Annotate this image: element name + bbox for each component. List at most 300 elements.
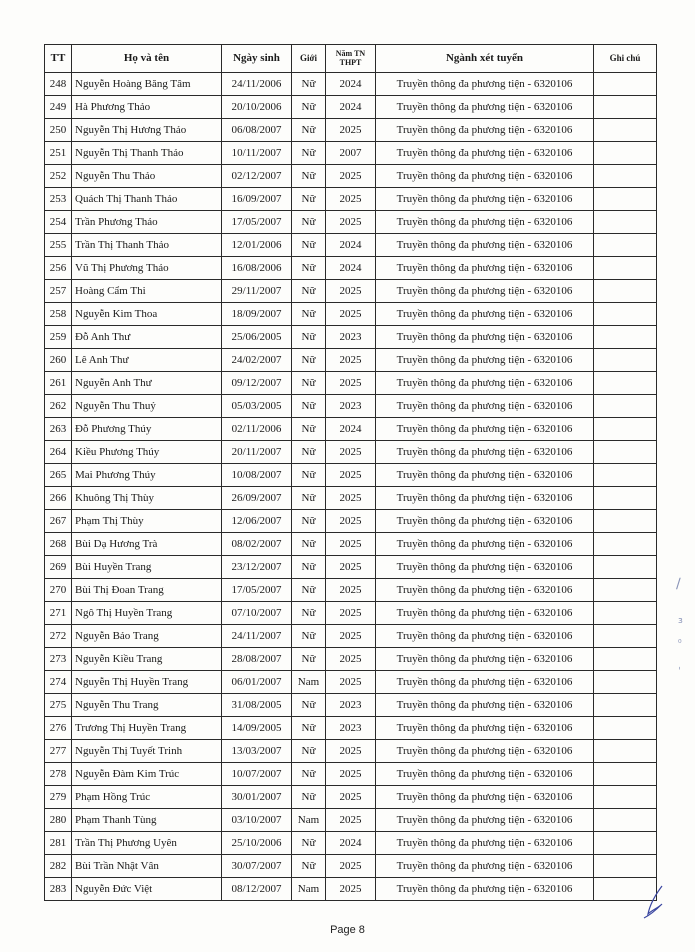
table-row [45, 142, 657, 165]
cell-dob: 03/10/2007 [222, 809, 292, 832]
cell-gender: Nữ [292, 441, 326, 464]
cell-note [594, 533, 657, 556]
cell-tt: 271 [45, 602, 72, 625]
cell-major: Truyền thông đa phương tiện - 6320106 [376, 625, 594, 648]
cell-dob: 30/07/2007 [222, 855, 292, 878]
cell-name: Nguyễn Đàm Kim Trúc [72, 763, 222, 786]
cell-major: Truyền thông đa phương tiện - 6320106 [376, 533, 594, 556]
cell-major: Truyền thông đa phương tiện - 6320106 [376, 165, 594, 188]
cell-name: Kiều Phương Thúy [72, 441, 222, 464]
cell-note [594, 694, 657, 717]
cell-grad-year: 2025 [326, 280, 376, 303]
cell-note [594, 671, 657, 694]
cell-dob: 13/03/2007 [222, 740, 292, 763]
cell-name: Trần Phương Thảo [72, 211, 222, 234]
cell-dob: 05/03/2005 [222, 395, 292, 418]
cell-note [594, 234, 657, 257]
table-body [45, 73, 657, 901]
header-grad-year: Năm TN THPT [326, 45, 376, 73]
table-header [45, 45, 657, 73]
cell-major: Truyền thông đa phương tiện - 6320106 [376, 763, 594, 786]
cell-gender: Nữ [292, 717, 326, 740]
cell-dob: 08/12/2007 [222, 878, 292, 901]
cell-grad-year: 2025 [326, 556, 376, 579]
margin-pen-mark: ₀ [678, 636, 682, 646]
table-row [45, 96, 657, 119]
cell-name: Nguyễn Thị Thanh Thảo [72, 142, 222, 165]
table-row [45, 326, 657, 349]
cell-tt: 251 [45, 142, 72, 165]
cell-grad-year: 2023 [326, 717, 376, 740]
table-row [45, 372, 657, 395]
cell-name: Đỗ Phương Thúy [72, 418, 222, 441]
table-row [45, 786, 657, 809]
cell-name: Nguyễn Thị Tuyết Trinh [72, 740, 222, 763]
cell-gender: Nam [292, 878, 326, 901]
cell-name: Phạm Thị Thùy [72, 510, 222, 533]
table-row [45, 556, 657, 579]
cell-tt: 250 [45, 119, 72, 142]
cell-note [594, 763, 657, 786]
cell-tt: 260 [45, 349, 72, 372]
cell-tt: 278 [45, 763, 72, 786]
cell-dob: 17/05/2007 [222, 211, 292, 234]
cell-tt: 254 [45, 211, 72, 234]
cell-major: Truyền thông đa phương tiện - 6320106 [376, 694, 594, 717]
cell-gender: Nữ [292, 257, 326, 280]
cell-gender: Nữ [292, 418, 326, 441]
cell-major: Truyền thông đa phương tiện - 6320106 [376, 326, 594, 349]
table-row [45, 349, 657, 372]
cell-name: Hoàng Cẩm Thi [72, 280, 222, 303]
cell-gender: Nữ [292, 234, 326, 257]
header-note: Ghi chú [594, 45, 657, 73]
cell-grad-year: 2025 [326, 303, 376, 326]
cell-dob: 29/11/2007 [222, 280, 292, 303]
cell-major: Truyền thông đa phương tiện - 6320106 [376, 648, 594, 671]
table-row [45, 579, 657, 602]
cell-name: Nguyễn Kim Thoa [72, 303, 222, 326]
cell-note [594, 142, 657, 165]
table-row [45, 441, 657, 464]
cell-major: Truyền thông đa phương tiện - 6320106 [376, 671, 594, 694]
cell-gender: Nữ [292, 602, 326, 625]
cell-major: Truyền thông đa phương tiện - 6320106 [376, 234, 594, 257]
cell-name: Nguyễn Thu Thảo [72, 165, 222, 188]
cell-dob: 31/08/2005 [222, 694, 292, 717]
cell-name: Bùi Huyền Trang [72, 556, 222, 579]
header-gender: Giới [292, 45, 326, 73]
cell-tt: 265 [45, 464, 72, 487]
cell-major: Truyền thông đa phương tiện - 6320106 [376, 73, 594, 96]
cell-name: Trương Thị Huyền Trang [72, 717, 222, 740]
cell-note [594, 349, 657, 372]
cell-major: Truyền thông đa phương tiện - 6320106 [376, 280, 594, 303]
cell-grad-year: 2025 [326, 625, 376, 648]
cell-grad-year: 2023 [326, 395, 376, 418]
cell-grad-year: 2024 [326, 257, 376, 280]
cell-name: Nguyễn Thị Hương Thảo [72, 119, 222, 142]
cell-gender: Nữ [292, 533, 326, 556]
cell-gender: Nữ [292, 280, 326, 303]
table-row [45, 188, 657, 211]
cell-grad-year: 2025 [326, 464, 376, 487]
cell-major: Truyền thông đa phương tiện - 6320106 [376, 556, 594, 579]
cell-grad-year: 2025 [326, 579, 376, 602]
table-row [45, 878, 657, 901]
cell-tt: 280 [45, 809, 72, 832]
cell-name: Bùi Dạ Hương Trà [72, 533, 222, 556]
cell-name: Nguyễn Thu Trang [72, 694, 222, 717]
table-row [45, 487, 657, 510]
cell-tt: 268 [45, 533, 72, 556]
cell-dob: 24/11/2007 [222, 625, 292, 648]
cell-note [594, 786, 657, 809]
cell-tt: 274 [45, 671, 72, 694]
table-row [45, 717, 657, 740]
cell-note [594, 441, 657, 464]
cell-name: Nguyễn Anh Thư [72, 372, 222, 395]
cell-dob: 06/08/2007 [222, 119, 292, 142]
cell-gender: Nữ [292, 625, 326, 648]
cell-grad-year: 2024 [326, 73, 376, 96]
cell-dob: 10/07/2007 [222, 763, 292, 786]
table-row [45, 809, 657, 832]
cell-name: Vũ Thị Phương Thảo [72, 257, 222, 280]
cell-name: Trần Thị Thanh Thảo [72, 234, 222, 257]
cell-major: Truyền thông đa phương tiện - 6320106 [376, 602, 594, 625]
header-dob: Ngày sinh [222, 45, 292, 73]
cell-note [594, 165, 657, 188]
cell-name: Nguyễn Bảo Trang [72, 625, 222, 648]
table-row [45, 763, 657, 786]
cell-gender: Nữ [292, 372, 326, 395]
cell-grad-year: 2025 [326, 533, 376, 556]
cell-gender: Nữ [292, 694, 326, 717]
cell-dob: 20/11/2007 [222, 441, 292, 464]
header-name: Họ và tên [72, 45, 222, 73]
cell-major: Truyền thông đa phương tiện - 6320106 [376, 717, 594, 740]
cell-gender: Nữ [292, 855, 326, 878]
cell-tt: 259 [45, 326, 72, 349]
cell-dob: 18/09/2007 [222, 303, 292, 326]
cell-dob: 07/10/2007 [222, 602, 292, 625]
cell-tt: 275 [45, 694, 72, 717]
header-row [45, 45, 657, 73]
cell-name: Đỗ Anh Thư [72, 326, 222, 349]
cell-gender: Nữ [292, 648, 326, 671]
cell-tt: 283 [45, 878, 72, 901]
table-row [45, 694, 657, 717]
cell-tt: 282 [45, 855, 72, 878]
cell-dob: 02/12/2007 [222, 165, 292, 188]
cell-dob: 24/02/2007 [222, 349, 292, 372]
cell-tt: 272 [45, 625, 72, 648]
table-row [45, 418, 657, 441]
cell-dob: 10/08/2007 [222, 464, 292, 487]
admission-roster-table [44, 44, 657, 901]
cell-note [594, 73, 657, 96]
cell-grad-year: 2025 [326, 372, 376, 395]
cell-tt: 276 [45, 717, 72, 740]
cell-grad-year: 2025 [326, 602, 376, 625]
table-row [45, 740, 657, 763]
table-row [45, 602, 657, 625]
cell-dob: 17/05/2007 [222, 579, 292, 602]
cell-gender: Nữ [292, 119, 326, 142]
cell-note [594, 464, 657, 487]
cell-name: Nguyễn Đức Việt [72, 878, 222, 901]
cell-dob: 28/08/2007 [222, 648, 292, 671]
table-row [45, 257, 657, 280]
cell-grad-year: 2024 [326, 234, 376, 257]
cell-major: Truyền thông đa phương tiện - 6320106 [376, 832, 594, 855]
cell-grad-year: 2025 [326, 763, 376, 786]
cell-grad-year: 2025 [326, 855, 376, 878]
cell-note [594, 257, 657, 280]
cell-tt: 269 [45, 556, 72, 579]
table-row [45, 671, 657, 694]
cell-name: Phạm Hồng Trúc [72, 786, 222, 809]
cell-gender: Nữ [292, 349, 326, 372]
cell-note [594, 717, 657, 740]
cell-name: Nguyễn Thu Thuỷ [72, 395, 222, 418]
cell-grad-year: 2025 [326, 119, 376, 142]
cell-grad-year: 2025 [326, 878, 376, 901]
cell-major: Truyền thông đa phương tiện - 6320106 [376, 395, 594, 418]
cell-tt: 279 [45, 786, 72, 809]
cell-name: Khuông Thị Thùy [72, 487, 222, 510]
cell-note [594, 326, 657, 349]
cell-major: Truyền thông đa phương tiện - 6320106 [376, 96, 594, 119]
cell-tt: 255 [45, 234, 72, 257]
cell-note [594, 487, 657, 510]
cell-dob: 24/11/2006 [222, 73, 292, 96]
cell-gender: Nam [292, 671, 326, 694]
cell-major: Truyền thông đa phương tiện - 6320106 [376, 441, 594, 464]
cell-grad-year: 2025 [326, 349, 376, 372]
cell-major: Truyền thông đa phương tiện - 6320106 [376, 740, 594, 763]
cell-tt: 281 [45, 832, 72, 855]
cell-gender: Nữ [292, 211, 326, 234]
cell-grad-year: 2024 [326, 418, 376, 441]
cell-gender: Nữ [292, 579, 326, 602]
cell-note [594, 809, 657, 832]
cell-dob: 26/09/2007 [222, 487, 292, 510]
cell-tt: 277 [45, 740, 72, 763]
cell-major: Truyền thông đa phương tiện - 6320106 [376, 349, 594, 372]
cell-name: Nguyễn Hoàng Băng Tâm [72, 73, 222, 96]
cell-note [594, 579, 657, 602]
cell-name: Ngô Thị Huyền Trang [72, 602, 222, 625]
cell-tt: 249 [45, 96, 72, 119]
cell-name: Hà Phương Thảo [72, 96, 222, 119]
cell-tt: 267 [45, 510, 72, 533]
cell-gender: Nữ [292, 832, 326, 855]
cell-tt: 270 [45, 579, 72, 602]
table-row [45, 648, 657, 671]
table-row [45, 464, 657, 487]
cell-tt: 266 [45, 487, 72, 510]
cell-major: Truyền thông đa phương tiện - 6320106 [376, 188, 594, 211]
cell-gender: Nữ [292, 763, 326, 786]
cell-note [594, 556, 657, 579]
cell-grad-year: 2025 [326, 188, 376, 211]
cell-tt: 257 [45, 280, 72, 303]
cell-gender: Nữ [292, 510, 326, 533]
cell-gender: Nam [292, 809, 326, 832]
initials-signature [640, 884, 670, 920]
table-row [45, 211, 657, 234]
cell-note [594, 395, 657, 418]
cell-major: Truyền thông đa phương tiện - 6320106 [376, 372, 594, 395]
cell-tt: 261 [45, 372, 72, 395]
cell-name: Lê Anh Thư [72, 349, 222, 372]
cell-grad-year: 2023 [326, 326, 376, 349]
cell-major: Truyền thông đa phương tiện - 6320106 [376, 855, 594, 878]
table-row [45, 832, 657, 855]
table-row [45, 280, 657, 303]
cell-major: Truyền thông đa phương tiện - 6320106 [376, 418, 594, 441]
cell-name: Phạm Thanh Tùng [72, 809, 222, 832]
table-row [45, 165, 657, 188]
cell-gender: Nữ [292, 326, 326, 349]
cell-note [594, 648, 657, 671]
cell-name: Mai Phương Thúy [72, 464, 222, 487]
cell-gender: Nữ [292, 786, 326, 809]
cell-name: Trần Thị Phương Uyên [72, 832, 222, 855]
cell-gender: Nữ [292, 395, 326, 418]
cell-tt: 253 [45, 188, 72, 211]
cell-dob: 16/09/2007 [222, 188, 292, 211]
header-major: Ngành xét tuyển [376, 45, 594, 73]
table-row [45, 395, 657, 418]
cell-dob: 20/10/2006 [222, 96, 292, 119]
cell-major: Truyền thông đa phương tiện - 6320106 [376, 142, 594, 165]
cell-tt: 264 [45, 441, 72, 464]
cell-note [594, 119, 657, 142]
cell-note [594, 303, 657, 326]
cell-dob: 12/01/2006 [222, 234, 292, 257]
cell-dob: 08/02/2007 [222, 533, 292, 556]
cell-gender: Nữ [292, 464, 326, 487]
table-row [45, 119, 657, 142]
cell-note [594, 510, 657, 533]
cell-grad-year: 2025 [326, 441, 376, 464]
cell-gender: Nữ [292, 96, 326, 119]
cell-major: Truyền thông đa phương tiện - 6320106 [376, 487, 594, 510]
cell-gender: Nữ [292, 165, 326, 188]
cell-grad-year: 2007 [326, 142, 376, 165]
cell-dob: 30/01/2007 [222, 786, 292, 809]
cell-note [594, 602, 657, 625]
cell-dob: 09/12/2007 [222, 372, 292, 395]
cell-dob: 16/08/2006 [222, 257, 292, 280]
cell-gender: Nữ [292, 303, 326, 326]
cell-grad-year: 2024 [326, 832, 376, 855]
header-tt: TT [45, 45, 72, 73]
page-number: Page 8 [330, 924, 365, 936]
cell-note [594, 96, 657, 119]
cell-tt: 258 [45, 303, 72, 326]
cell-note [594, 740, 657, 763]
cell-grad-year: 2025 [326, 487, 376, 510]
cell-major: Truyền thông đa phương tiện - 6320106 [376, 579, 594, 602]
cell-note [594, 855, 657, 878]
cell-dob: 12/06/2007 [222, 510, 292, 533]
cell-dob: 14/09/2005 [222, 717, 292, 740]
cell-major: Truyền thông đa phương tiện - 6320106 [376, 878, 594, 901]
cell-major: Truyền thông đa phương tiện - 6320106 [376, 510, 594, 533]
cell-note [594, 280, 657, 303]
cell-name: Bùi Trần Nhật Vân [72, 855, 222, 878]
cell-dob: 23/12/2007 [222, 556, 292, 579]
cell-grad-year: 2025 [326, 648, 376, 671]
table-row [45, 855, 657, 878]
table-row [45, 303, 657, 326]
cell-major: Truyền thông đa phương tiện - 6320106 [376, 257, 594, 280]
cell-gender: Nữ [292, 740, 326, 763]
cell-grad-year: 2023 [326, 694, 376, 717]
cell-grad-year: 2025 [326, 786, 376, 809]
cell-gender: Nữ [292, 556, 326, 579]
cell-tt: 262 [45, 395, 72, 418]
cell-tt: 263 [45, 418, 72, 441]
cell-major: Truyền thông đa phương tiện - 6320106 [376, 786, 594, 809]
cell-dob: 06/01/2007 [222, 671, 292, 694]
table-row [45, 510, 657, 533]
cell-grad-year: 2025 [326, 671, 376, 694]
cell-name: Quách Thị Thanh Thảo [72, 188, 222, 211]
cell-grad-year: 2024 [326, 96, 376, 119]
table-row [45, 73, 657, 96]
cell-gender: Nữ [292, 188, 326, 211]
cell-major: Truyền thông đa phương tiện - 6320106 [376, 119, 594, 142]
cell-name: Nguyễn Kiều Trang [72, 648, 222, 671]
cell-grad-year: 2025 [326, 165, 376, 188]
table-row [45, 625, 657, 648]
cell-major: Truyền thông đa phương tiện - 6320106 [376, 303, 594, 326]
cell-name: Bùi Thị Đoan Trang [72, 579, 222, 602]
cell-note [594, 418, 657, 441]
cell-note [594, 188, 657, 211]
cell-tt: 248 [45, 73, 72, 96]
cell-grad-year: 2025 [326, 211, 376, 234]
margin-pen-mark: з [678, 616, 683, 626]
cell-grad-year: 2025 [326, 740, 376, 763]
cell-dob: 02/11/2006 [222, 418, 292, 441]
cell-dob: 25/06/2005 [222, 326, 292, 349]
cell-dob: 25/10/2006 [222, 832, 292, 855]
table-row [45, 234, 657, 257]
cell-major: Truyền thông đa phương tiện - 6320106 [376, 211, 594, 234]
margin-pen-mark: ∕ [676, 576, 681, 592]
cell-gender: Nữ [292, 73, 326, 96]
cell-gender: Nữ [292, 142, 326, 165]
cell-tt: 256 [45, 257, 72, 280]
cell-dob: 10/11/2007 [222, 142, 292, 165]
margin-pen-mark: ˌ [678, 660, 681, 671]
cell-note [594, 625, 657, 648]
cell-note [594, 832, 657, 855]
cell-note [594, 211, 657, 234]
cell-name: Nguyễn Thị Huyền Trang [72, 671, 222, 694]
cell-tt: 273 [45, 648, 72, 671]
cell-major: Truyền thông đa phương tiện - 6320106 [376, 464, 594, 487]
table-row [45, 533, 657, 556]
cell-note [594, 372, 657, 395]
cell-tt: 252 [45, 165, 72, 188]
